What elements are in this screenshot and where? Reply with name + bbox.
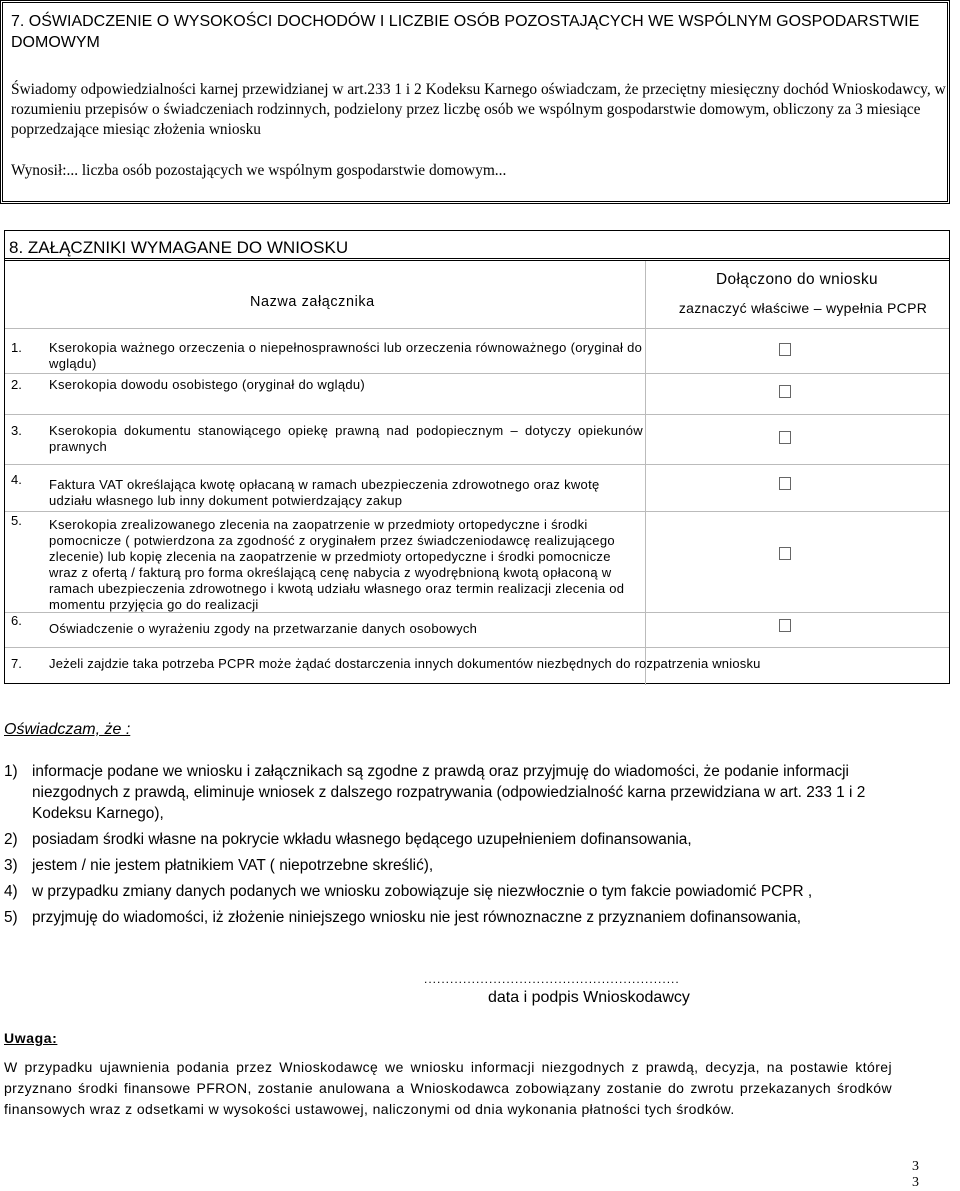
statement-heading: Oświadczam, że : [4,721,131,738]
row-divider [5,464,949,465]
attachment-checkbox-4[interactable] [779,477,791,490]
income-declaration-title: 7. OŚWIADCZENIE O WYSOKOŚCI DOCHODÓW I LICZBIE OSÓB POZOSTAJĄCYCH WE WSPÓLNYM GOSPODARSTWIE DOMOWYM [11,13,920,51]
attachment-item-2: Kserokopia dowodu osobistego (oryginał do wglądu) [49,377,366,392]
statement-number: 3) [4,857,18,874]
income-declaration-section [0,0,950,204]
column-header-name: Nazwa załącznika [250,294,375,310]
income-declaration-text: Świadomy odpowiedzialności karnej przewidzianej w art.233 1 i 2 Kodeksu Karnego oświadczam, że przeciętny miesięczny dochód Wnioskodawcy, w rozumieniu przepisów o świadczeniach rodzinnych, podzielony przez liczbę osób we wspólnym gospodarstwie domowym, obliczony za 3 miesiące poprzedzające miesiąc złożenia wniosku [11,81,946,138]
statement-number: 1) [4,763,18,780]
attachment-number: 2. [11,377,22,392]
page-number: 3 3 [912,1159,943,1190]
attachment-checkbox-6[interactable] [779,619,791,632]
attachment-item-1: Kserokopia ważnego orzeczenia o niepełnosprawności lub orzeczenia równoważnego (oryginał do wglądu) [49,340,643,371]
attachment-item-7: Jeżeli zajdzie taka potrzeba PCPR może żądać dostarczenia innych dokumentów niezbędnych do rozpatrzenia wniosku [49,656,761,671]
statement-item [4,907,929,928]
attachment-number: 7. [11,656,22,671]
signature-line: ........................................................... [424,972,680,986]
statement-item [4,881,929,902]
attachment-item-6: Oświadczenie o wyrażeniu zgody na przetwarzanie danych osobowych [49,621,478,636]
attachment-checkbox-1[interactable] [779,343,791,356]
attachments-title: 8. ZAŁĄCZNIKI WYMAGANE DO WNIOSKU [9,238,349,257]
statement-item [4,761,929,824]
attachment-checkbox-5[interactable] [779,547,791,560]
attachment-number: 5. [11,513,22,528]
statement-text: przyjmuję do wiadomości, iż złożenie niniejszego wniosku nie jest równoznaczne z przyznaniem dofinansowania, [32,909,802,926]
attachments-title-bar [5,231,949,261]
attachment-number: 4. [11,472,22,487]
column-header-hint: zaznaczyć właściwe – wypełnia PCPR [678,300,928,316]
statement-text: informacje podane we wniosku i załącznikach są zgodne z prawdą oraz przyjmuję do wiadomości, że podanie informacji niezgodnych z prawdą, eliminuje wniosek z dalszego rozpatrywania (odpowiedzialność karna przewidziana w art. 233 1 i 2 Kodeksu Karnego), [32,763,866,822]
row-divider [5,414,949,415]
statement-text: posiadam środki własne na pokrycie wkładu własnego będącego uzupełnieniem dofinansowania, [32,831,692,848]
row-divider [5,612,949,613]
signature-label: data i podpis Wnioskodawcy [488,989,690,1006]
statement-item [4,855,929,876]
attachment-item-5: Kserokopia zrealizowanego zlecenia na zaopatrzenie w przedmioty ortopedyczne i środki pomocnicze ( potwierdzona za zgodność z oryginałem przez świadczeniodawcę realizującego zlecenie) lub kopię zlecenia na zaopatrzenie w przedmioty ortopedyczne i środki pomocnicze wraz z ofertą / fakturą pro forma określającą cenę nabycia z wyodrębnioną kwotą opłaconą w ramach ubezpieczenia zdrowotnego i kwotą udziału własnego oraz termin realizacji zlecenia od momentu przyjęcia go do realizacji [49,517,625,612]
statement-text: w przypadku zmiany danych podanych we wniosku zobowiązuje się niezwłocznie o tym fakcie powiadomić PCPR , [32,883,813,900]
statement-number: 5) [4,909,18,926]
statement-list [4,761,929,933]
attachments-section [4,230,950,684]
note-text: W przypadku ujawnienia podania przez Wnioskodawcę we wniosku informacji niezgodnych z prawdą, decyzja, na postawie której przyznano środki finansowe PFRON, zostanie anulowana a Wnioskodawca zobowiązany zostanie do zwrotu przekazanych środków finansowych wraz z odsetkami w wysokości ustawowej, naliczonymi od dnia wykonania płatności tych środków. [4,1059,892,1117]
attachment-checkbox-2[interactable] [779,385,791,398]
column-header-attached: Dołączono do wniosku [716,271,878,288]
row-divider [5,647,949,648]
row-divider [5,511,949,512]
statement-number: 4) [4,883,18,900]
statement-number: 2) [4,831,18,848]
attachment-item-4: Faktura VAT określająca kwotę opłacaną w ramach ubezpieczenia zdrowotnego oraz kwotę udziału własnego lub inny dokument potwierdzający zakup [49,477,600,508]
statement-text: jestem / nie jestem płatnikiem VAT ( niepotrzebne skreślić), [32,857,434,874]
income-amount-line: Wynosił:... liczba osób pozostających we wspólnym gospodarstwie domowym... [11,162,507,179]
column-divider [645,261,646,685]
row-divider [5,373,949,374]
attachment-checkbox-3[interactable] [779,431,791,444]
attachment-number: 3. [11,423,22,438]
attachment-item-3: Kserokopia dokumentu stanowiącego opiekę prawną nad podopiecznym – dotyczy opiekunów prawnych [49,423,643,454]
note-heading: Uwaga: [4,1030,58,1046]
attachment-number: 6. [11,613,22,628]
statement-item [4,829,929,850]
row-divider [5,328,949,329]
attachment-number: 1. [11,340,22,355]
